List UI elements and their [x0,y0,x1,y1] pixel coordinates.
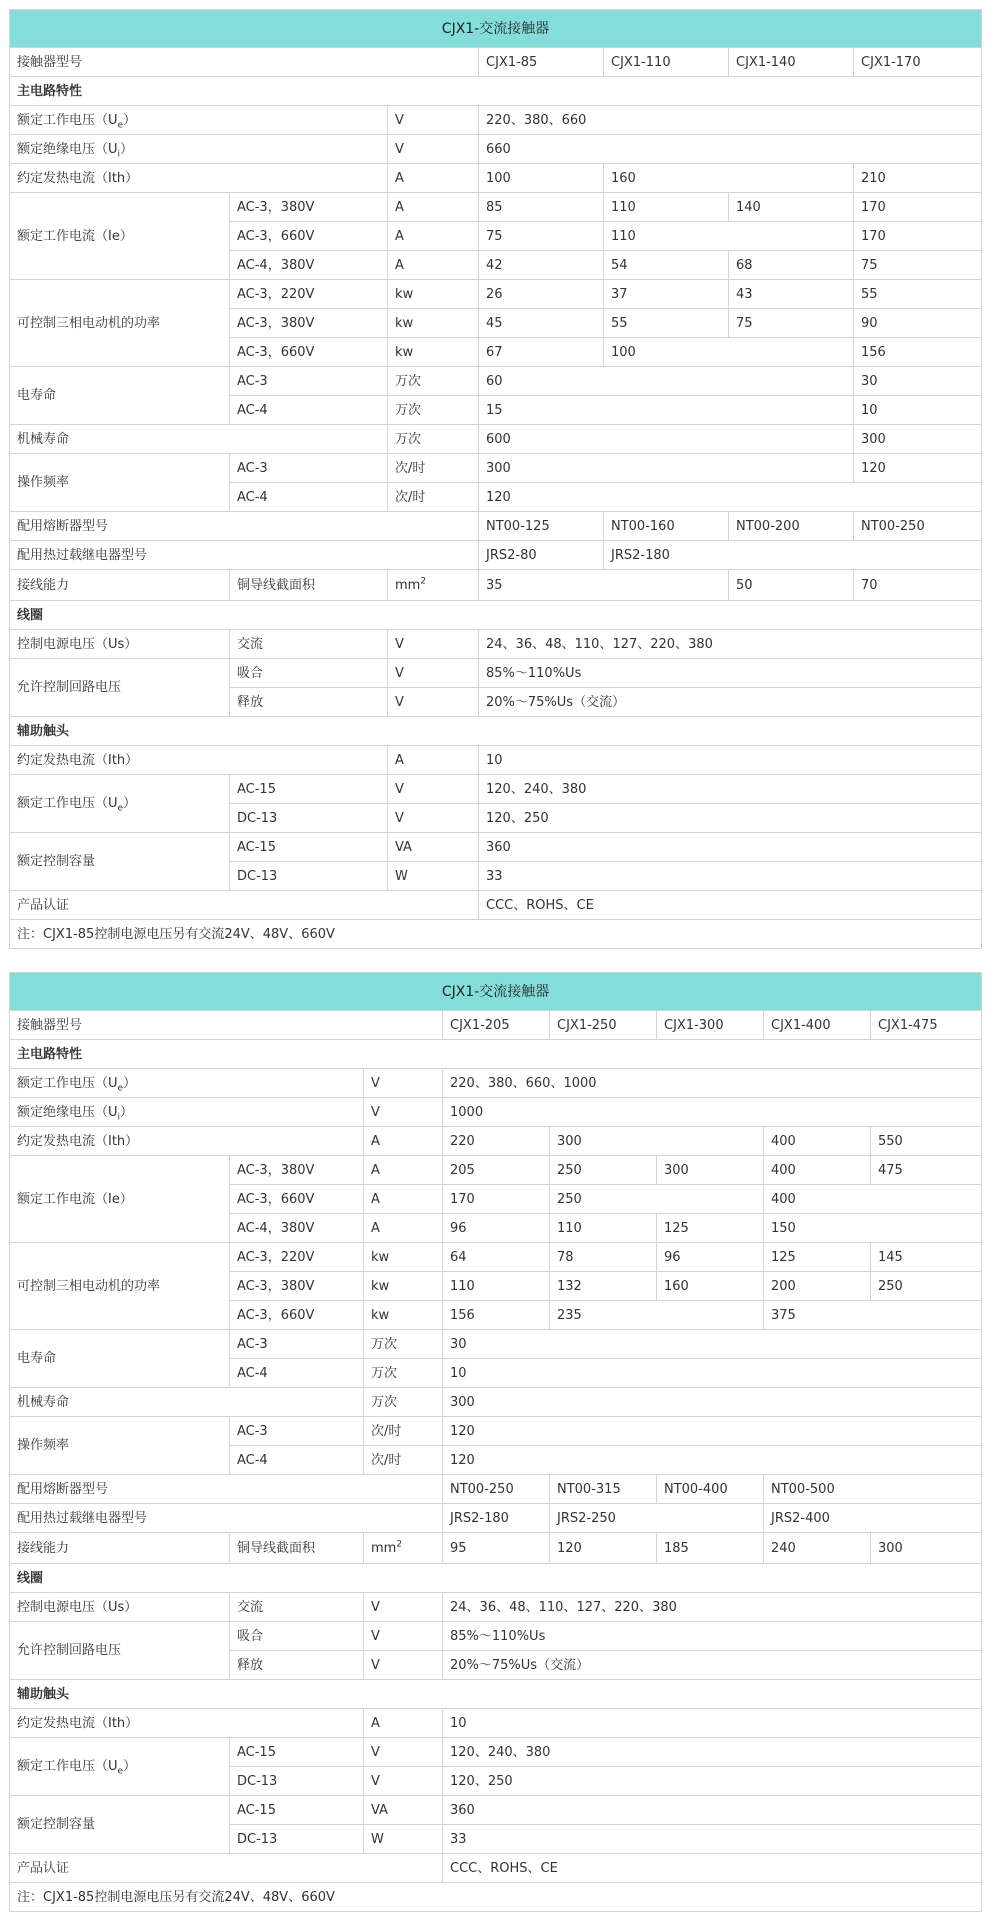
row-label: 额定工作电流（Ie） [10,193,230,280]
category-cell: AC-15 [230,1796,364,1825]
unit-cell: 次/时 [364,1417,443,1446]
value-cell: 300 [479,454,854,483]
table-row [10,891,982,920]
section-heading: 主电路特性 [10,77,982,106]
unit-cell: VA [364,1796,443,1825]
value-cell: JRS2-250 [550,1504,764,1533]
value-cell: 375 [764,1301,982,1330]
category-cell: AC-3，380V [230,1272,364,1301]
value-cell: 75 [479,222,604,251]
value-cell: 26 [479,280,604,309]
value-cell: NT00-250 [443,1475,550,1504]
category-cell: 铜导线截面积 [230,570,388,601]
table-row [10,164,982,193]
model-name: CJX1-400 [764,1011,871,1040]
unit-cell: 万次 [388,425,479,454]
value-cell: 170 [443,1185,550,1214]
value-cell: NT00-125 [479,512,604,541]
row-label: 电寿命 [10,1330,230,1388]
row-label: 操作频率 [10,454,230,512]
table-row [10,630,982,659]
value-cell: 30 [443,1330,982,1359]
row-label: 额定工作电压$(U_e)$ [10,1738,230,1796]
table-row [10,106,982,135]
unit-cell: 万次 [388,367,479,396]
table-row [10,135,982,164]
section-heading: 辅助触头 [10,1680,982,1709]
value-cell: JRS2-400 [764,1504,982,1533]
row-label: 产品认证 [10,891,479,920]
value-cell: 24、36、48、110、127、220、380 [479,630,982,659]
table-row [10,1011,982,1040]
table-row [10,659,982,688]
value-cell: 250 [871,1272,982,1301]
unit-cell: A [388,746,479,775]
value-cell: 68 [729,251,854,280]
row-label: 额定工作电压$(U_e)$ [10,106,388,135]
unit-cell: $mm^2$ [388,570,479,601]
row-label: 配用热过载继电器型号 [10,1504,443,1533]
value-cell: 120、250 [479,804,982,833]
value-cell: 170 [854,193,982,222]
unit-cell: V [364,1069,443,1098]
unit-cell: 万次 [388,396,479,425]
value-cell: 240 [764,1533,871,1564]
table-row [10,1098,982,1127]
row-label: 约定发热电流（Ith） [10,164,388,193]
table-row [10,1796,982,1825]
row-label: 额定工作电压$(U_e)$ [10,775,230,833]
row-label: 配用热过载继电器型号 [10,541,479,570]
value-cell: 120 [854,454,982,483]
value-cell: 90 [854,309,982,338]
row-label: 控制电源电压（Us） [10,630,230,659]
value-cell: 210 [854,164,982,193]
unit-cell: VA [388,833,479,862]
value-cell: 205 [443,1156,550,1185]
value-cell: 600 [479,425,854,454]
category-cell: AC-3，220V [230,280,388,309]
value-cell: 400 [764,1127,871,1156]
table-row [10,541,982,570]
value-cell: 55 [604,309,729,338]
row-label: 约定发热电流（Ith） [10,1127,364,1156]
category-cell: AC-4，380V [230,251,388,280]
category-cell: DC-13 [230,1825,364,1854]
unit-cell: 万次 [364,1330,443,1359]
table-row [10,1127,982,1156]
unit-cell: $mm^2$ [364,1533,443,1564]
table-row [10,833,982,862]
value-cell: 110 [550,1214,657,1243]
unit-cell: V [364,1767,443,1796]
value-cell: NT00-160 [604,512,729,541]
table-row [10,1593,982,1622]
category-cell: AC-3，660V [230,338,388,367]
unit-cell: V [364,1622,443,1651]
value-cell: 85 [479,193,604,222]
row-label: 接触器型号 [10,1011,443,1040]
category-cell: DC-13 [230,804,388,833]
unit-cell: A [364,1127,443,1156]
unit-cell: kw [364,1301,443,1330]
category-cell: 释放 [230,688,388,717]
unit-cell: 万次 [364,1359,443,1388]
table-row [10,1417,982,1446]
value-cell: 20%～75%Us（交流） [479,688,982,717]
category-cell: AC-3 [230,1417,364,1446]
value-cell: 250 [550,1185,764,1214]
value-cell: 54 [604,251,729,280]
table-row [10,512,982,541]
value-cell: 43 [729,280,854,309]
unit-cell: V [388,659,479,688]
category-cell: 吸合 [230,659,388,688]
footnote: 注：CJX1-85控制电源电压另有交流24V、48V、660V [10,920,982,949]
unit-cell: A [364,1156,443,1185]
table-row [10,1243,982,1272]
unit-cell: A [388,251,479,280]
value-cell: 120 [443,1417,982,1446]
value-cell: 156 [443,1301,550,1330]
section-heading: 线圈 [10,601,982,630]
model-name: CJX1-300 [657,1011,764,1040]
value-cell: 150 [764,1214,982,1243]
value-cell: 300 [550,1127,764,1156]
category-cell: AC-15 [230,833,388,862]
row-label: 机械寿命 [10,1388,364,1417]
value-cell: 75 [854,251,982,280]
category-cell: AC-3，220V [230,1243,364,1272]
row-label: 机械寿命 [10,425,388,454]
value-cell: 10 [443,1709,982,1738]
unit-cell: V [364,1738,443,1767]
table-title: CJX1-交流接触器 [10,10,982,48]
table-row [10,570,982,601]
value-cell: 220、380、660 [479,106,982,135]
value-cell: 125 [764,1243,871,1272]
unit-cell: A [388,164,479,193]
value-cell: 120、240、380 [443,1738,982,1767]
row-label: 额定控制容量 [10,1796,230,1854]
value-cell: 110 [604,193,729,222]
row-label: 产品认证 [10,1854,443,1883]
row-label: 配用熔断器型号 [10,512,479,541]
category-cell: AC-3，660V [230,1301,364,1330]
category-cell: 吸合 [230,1622,364,1651]
spec-table-2 [9,972,982,1912]
unit-cell: V [388,775,479,804]
value-cell: JRS2-180 [443,1504,550,1533]
value-cell: 60 [479,367,854,396]
section-heading: 主电路特性 [10,1040,982,1069]
value-cell: 96 [657,1243,764,1272]
section-heading: 辅助触头 [10,717,982,746]
table-row [10,1738,982,1767]
row-label: 操作频率 [10,1417,230,1475]
model-name: CJX1-205 [443,1011,550,1040]
unit-cell: A [388,193,479,222]
row-label: 接线能力 [10,570,230,601]
table-row [10,1388,982,1417]
unit-cell: V [388,804,479,833]
value-cell: 24、36、48、110、127、220、380 [443,1593,982,1622]
value-cell: 30 [854,367,982,396]
unit-cell: A [364,1214,443,1243]
category-cell: DC-13 [230,1767,364,1796]
unit-cell: W [388,862,479,891]
row-label: 额定工作电流（Ie） [10,1156,230,1243]
category-cell: AC-3，380V [230,309,388,338]
unit-cell: V [364,1651,443,1680]
category-cell: AC-3 [230,454,388,483]
value-cell: 35 [479,570,729,601]
value-cell: 1000 [443,1098,982,1127]
value-cell: 400 [764,1156,871,1185]
category-cell: AC-3，380V [230,193,388,222]
value-cell: 160 [657,1272,764,1301]
category-cell: DC-13 [230,862,388,891]
row-label: 配用熔断器型号 [10,1475,443,1504]
model-name: CJX1-250 [550,1011,657,1040]
value-cell: 10 [854,396,982,425]
table-row [10,425,982,454]
table-row [10,1533,982,1564]
category-cell: 交流 [230,630,388,659]
value-cell: 85%～110%Us [479,659,982,688]
value-cell: 75 [729,309,854,338]
unit-cell: kw [364,1272,443,1301]
value-cell: 120 [443,1446,982,1475]
model-name: CJX1-475 [871,1011,982,1040]
value-cell: 110 [604,222,854,251]
category-cell: AC-3，660V [230,1185,364,1214]
value-cell: 140 [729,193,854,222]
unit-cell: V [388,106,479,135]
value-cell: 70 [854,570,982,601]
value-cell: 160 [604,164,854,193]
value-cell: 170 [854,222,982,251]
section-heading: 线圈 [10,1564,982,1593]
category-cell: 释放 [230,1651,364,1680]
row-label: 控制电源电压（Us） [10,1593,230,1622]
value-cell: JRS2-80 [479,541,604,570]
table-row [10,1475,982,1504]
model-name: CJX1-170 [854,48,982,77]
value-cell: 20%～75%Us（交流） [443,1651,982,1680]
category-cell: AC-3，660V [230,222,388,251]
table-row [10,280,982,309]
row-label: 允许控制回路电压 [10,1622,230,1680]
table-row [10,1156,982,1185]
row-label: 可控制三相电动机的功率 [10,280,230,367]
value-cell: 300 [657,1156,764,1185]
model-name: CJX1-140 [729,48,854,77]
unit-cell: A [364,1709,443,1738]
unit-cell: 次/时 [388,483,479,512]
unit-cell: V [364,1098,443,1127]
value-cell: NT00-315 [550,1475,657,1504]
value-cell: 132 [550,1272,657,1301]
table-row [10,367,982,396]
value-cell: 78 [550,1243,657,1272]
row-label: 额定工作电压$(U_e)$ [10,1069,364,1098]
value-cell: 550 [871,1127,982,1156]
category-cell: AC-15 [230,1738,364,1767]
category-cell: AC-3 [230,367,388,396]
value-cell: CCC、ROHS、CE [479,891,982,920]
row-label: 约定发热电流（Ith） [10,1709,364,1738]
value-cell: 400 [764,1185,982,1214]
unit-cell: A [388,222,479,251]
value-cell: 10 [443,1359,982,1388]
table-row [10,746,982,775]
model-name: CJX1-85 [479,48,604,77]
value-cell: 156 [854,338,982,367]
unit-cell: kw [388,280,479,309]
value-cell: 660 [479,135,982,164]
value-cell: 120 [479,483,982,512]
value-cell: 42 [479,251,604,280]
table-row [10,454,982,483]
value-cell: 120、240、380 [479,775,982,804]
unit-cell: V [388,135,479,164]
value-cell: 15 [479,396,854,425]
table-row [10,775,982,804]
table-row [10,1709,982,1738]
value-cell: 300 [871,1533,982,1564]
table-row [10,48,982,77]
row-label: 额定绝缘电压$(U_i)$ [10,1098,364,1127]
unit-cell: V [388,688,479,717]
row-label: 电寿命 [10,367,230,425]
value-cell: 145 [871,1243,982,1272]
value-cell: 300 [854,425,982,454]
value-cell: 235 [550,1301,764,1330]
spec-table-1 [9,9,982,949]
value-cell: 220、380、660、1000 [443,1069,982,1098]
value-cell: 67 [479,338,604,367]
value-cell: 10 [479,746,982,775]
category-cell: AC-3 [230,1330,364,1359]
value-cell: 120、250 [443,1767,982,1796]
value-cell: 360 [479,833,982,862]
table-title: CJX1-交流接触器 [10,973,982,1011]
value-cell: 475 [871,1156,982,1185]
unit-cell: A [364,1185,443,1214]
category-cell: AC-4 [230,1446,364,1475]
value-cell: CCC、ROHS、CE [443,1854,982,1883]
value-cell: 95 [443,1533,550,1564]
row-label: 额定控制容量 [10,833,230,891]
unit-cell: V [388,630,479,659]
value-cell: NT00-250 [854,512,982,541]
unit-cell: kw [388,338,479,367]
value-cell: 185 [657,1533,764,1564]
unit-cell: kw [364,1243,443,1272]
category-cell: AC-4 [230,1359,364,1388]
value-cell: 200 [764,1272,871,1301]
value-cell: 33 [443,1825,982,1854]
value-cell: NT00-200 [729,512,854,541]
unit-cell: kw [388,309,479,338]
value-cell: JRS2-180 [604,541,982,570]
row-label: 可控制三相电动机的功率 [10,1243,230,1330]
value-cell: 360 [443,1796,982,1825]
unit-cell: 次/时 [364,1446,443,1475]
row-label: 接线能力 [10,1533,230,1564]
value-cell: 64 [443,1243,550,1272]
footnote: 注：CJX1-85控制电源电压另有交流24V、48V、660V [10,1883,982,1912]
table-row [10,1330,982,1359]
category-cell: AC-4，380V [230,1214,364,1243]
row-label: 额定绝缘电压$(U_i)$ [10,135,388,164]
category-cell: AC-15 [230,775,388,804]
category-cell: AC-3，380V [230,1156,364,1185]
table-row [10,1069,982,1098]
value-cell: NT00-400 [657,1475,764,1504]
value-cell: NT00-500 [764,1475,982,1504]
table-row [10,1622,982,1651]
unit-cell: 次/时 [388,454,479,483]
value-cell: 55 [854,280,982,309]
value-cell: 125 [657,1214,764,1243]
value-cell: 96 [443,1214,550,1243]
value-cell: 85%～110%Us [443,1622,982,1651]
category-cell: AC-4 [230,396,388,425]
row-label: 约定发热电流（Ith） [10,746,388,775]
unit-cell: 万次 [364,1388,443,1417]
model-name: CJX1-110 [604,48,729,77]
unit-cell: V [364,1593,443,1622]
value-cell: 300 [443,1388,982,1417]
value-cell: 110 [443,1272,550,1301]
category-cell: 交流 [230,1593,364,1622]
row-label: 接触器型号 [10,48,479,77]
value-cell: 100 [604,338,854,367]
value-cell: 250 [550,1156,657,1185]
value-cell: 37 [604,280,729,309]
category-cell: 铜导线截面积 [230,1533,364,1564]
table-row [10,193,982,222]
table-row [10,1504,982,1533]
value-cell: 220 [443,1127,550,1156]
table-row [10,1854,982,1883]
value-cell: 120 [550,1533,657,1564]
value-cell: 33 [479,862,982,891]
value-cell: 50 [729,570,854,601]
value-cell: 45 [479,309,604,338]
unit-cell: W [364,1825,443,1854]
row-label: 允许控制回路电压 [10,659,230,717]
category-cell: AC-4 [230,483,388,512]
value-cell: 100 [479,164,604,193]
